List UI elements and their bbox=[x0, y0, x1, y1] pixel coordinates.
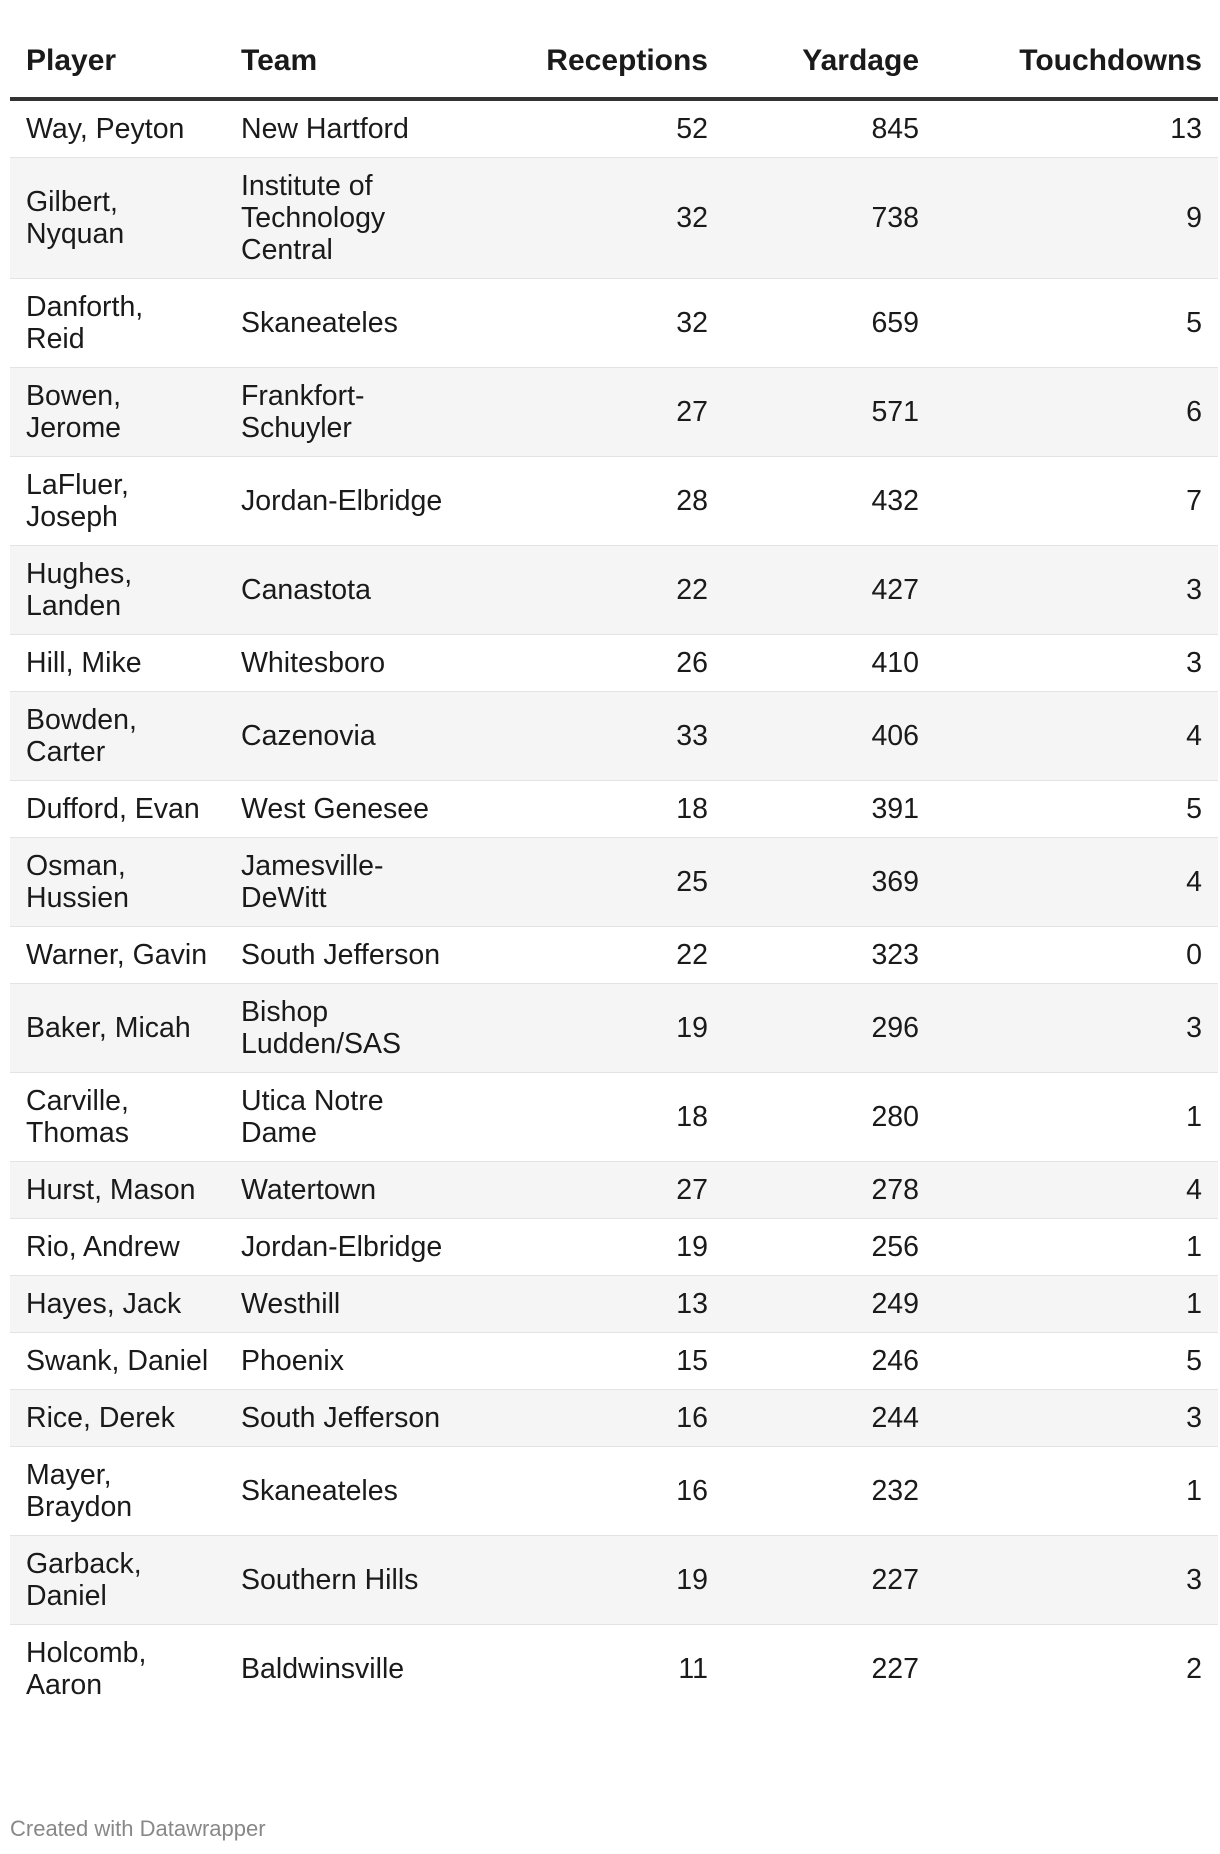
touchdowns-cell: 1 bbox=[935, 1219, 1218, 1276]
receptions-cell: 19 bbox=[475, 984, 724, 1073]
touchdowns-cell: 1 bbox=[935, 1073, 1218, 1162]
table-row bbox=[10, 1447, 1218, 1536]
player-cell: Gilbert, Nyquan bbox=[10, 158, 225, 279]
team-cell: Southern Hills bbox=[225, 1536, 475, 1625]
team-cell: Phoenix bbox=[225, 1333, 475, 1390]
yardage-cell: 427 bbox=[724, 546, 935, 635]
touchdowns-cell: 5 bbox=[935, 781, 1218, 838]
player-cell: Bowden, Carter bbox=[10, 692, 225, 781]
yardage-cell: 256 bbox=[724, 1219, 935, 1276]
player-cell: Rice, Derek bbox=[10, 1390, 225, 1447]
team-cell: Baldwinsville bbox=[241, 1653, 405, 1685]
yardage-cell: 227 bbox=[724, 1536, 935, 1625]
receptions-cell: 28 bbox=[475, 457, 724, 546]
touchdowns-cell: 0 bbox=[935, 927, 1218, 984]
touchdowns-cell: 1 bbox=[935, 1447, 1218, 1536]
team-cell: Jamesville-DeWitt bbox=[225, 838, 475, 927]
team-cell: Jordan-Elbridge bbox=[225, 1219, 475, 1276]
column-header-team[interactable]: Team bbox=[225, 25, 475, 99]
receptions-cell: 19 bbox=[475, 1219, 724, 1276]
table-header bbox=[10, 25, 1218, 99]
receptions-cell: 13 bbox=[475, 1276, 724, 1333]
receptions-cell: 22 bbox=[475, 546, 724, 635]
player-cell: Swank, Daniel bbox=[10, 1333, 225, 1390]
receptions-cell: 32 bbox=[475, 279, 724, 368]
player-cell: Baker, Micah bbox=[10, 984, 225, 1073]
yardage-cell: 406 bbox=[724, 692, 935, 781]
receptions-cell: 52 bbox=[475, 99, 724, 158]
yardage-cell: 244 bbox=[724, 1390, 935, 1447]
team-cell: Cazenovia bbox=[225, 692, 475, 781]
receptions-cell: 18 bbox=[475, 781, 724, 838]
player-cell: Danforth, Reid bbox=[10, 279, 225, 368]
player-cell: Dufford, Evan bbox=[10, 781, 225, 838]
receiving-stats-table bbox=[10, 25, 1218, 1713]
table-row bbox=[10, 279, 1218, 368]
receptions-cell: 32 bbox=[475, 158, 724, 279]
receptions-cell: 16 bbox=[475, 1390, 724, 1447]
touchdowns-cell: 6 bbox=[935, 368, 1218, 457]
team-cell: South Jefferson bbox=[225, 927, 475, 984]
yardage-cell: 246 bbox=[724, 1333, 935, 1390]
touchdowns-cell: 2 bbox=[1186, 1653, 1202, 1685]
receptions-cell: 33 bbox=[475, 692, 724, 781]
team-cell: Skaneateles bbox=[225, 279, 475, 368]
table-row bbox=[10, 692, 1218, 781]
team-cell: Westhill bbox=[225, 1276, 475, 1333]
touchdowns-cell: 4 bbox=[935, 838, 1218, 927]
receptions-cell: 18 bbox=[475, 1073, 724, 1162]
yardage-cell: 410 bbox=[724, 635, 935, 692]
table-row bbox=[10, 1073, 1218, 1162]
datawrapper-credit: Created with Datawrapper bbox=[10, 1816, 266, 1841]
team-cell: Watertown bbox=[225, 1162, 475, 1219]
receptions-cell: 22 bbox=[475, 927, 724, 984]
team-cell: Utica Notre Dame bbox=[225, 1073, 475, 1162]
player-cell: Warner, Gavin bbox=[10, 927, 225, 984]
column-header-player[interactable]: Player bbox=[10, 25, 225, 99]
touchdowns-cell: 7 bbox=[935, 457, 1218, 546]
yardage-cell: 738 bbox=[724, 158, 935, 279]
table-row bbox=[10, 927, 1218, 984]
yardage-cell: 249 bbox=[724, 1276, 935, 1333]
table-row bbox=[10, 1625, 1218, 1714]
team-cell: West Genesee bbox=[225, 781, 475, 838]
player-cell: Mayer, Braydon bbox=[10, 1447, 225, 1536]
yardage-cell: 659 bbox=[724, 279, 935, 368]
player-cell: Hurst, Mason bbox=[10, 1162, 225, 1219]
table-body bbox=[10, 99, 1218, 1713]
touchdowns-cell: 13 bbox=[935, 99, 1218, 158]
player-cell: LaFluer, Joseph bbox=[10, 457, 225, 546]
table-row bbox=[10, 781, 1218, 838]
table-row bbox=[10, 1390, 1218, 1447]
yardage-cell: 391 bbox=[724, 781, 935, 838]
team-cell: Frankfort-Schuyler bbox=[225, 368, 475, 457]
yardage-cell: 323 bbox=[724, 927, 935, 984]
player-cell: Rio, Andrew bbox=[10, 1219, 225, 1276]
column-header-touchdowns[interactable]: Touchdowns bbox=[935, 25, 1218, 99]
yardage-cell: 227 bbox=[871, 1653, 919, 1685]
table-row bbox=[10, 1276, 1218, 1333]
yardage-cell: 232 bbox=[724, 1447, 935, 1536]
player-cell: Way, Peyton bbox=[10, 99, 225, 158]
yardage-cell: 845 bbox=[724, 99, 935, 158]
touchdowns-cell: 3 bbox=[935, 1390, 1218, 1447]
touchdowns-cell: 3 bbox=[935, 635, 1218, 692]
receptions-cell: 16 bbox=[475, 1447, 724, 1536]
receptions-cell: 19 bbox=[475, 1536, 724, 1625]
table-row bbox=[10, 1162, 1218, 1219]
stats-table-container bbox=[10, 25, 1218, 1713]
player-cell: Hill, Mike bbox=[10, 635, 225, 692]
table-row bbox=[10, 546, 1218, 635]
team-cell: Whitesboro bbox=[225, 635, 475, 692]
yardage-cell: 296 bbox=[724, 984, 935, 1073]
touchdowns-cell: 5 bbox=[935, 279, 1218, 368]
team-cell: Canastota bbox=[225, 546, 475, 635]
yardage-cell: 432 bbox=[724, 457, 935, 546]
touchdowns-cell: 4 bbox=[935, 692, 1218, 781]
touchdowns-cell: 9 bbox=[935, 158, 1218, 279]
touchdowns-cell: 4 bbox=[935, 1162, 1218, 1219]
touchdowns-cell: 3 bbox=[935, 984, 1218, 1073]
team-cell: Skaneateles bbox=[225, 1447, 475, 1536]
touchdowns-cell: 3 bbox=[935, 546, 1218, 635]
table-row bbox=[10, 368, 1218, 457]
yardage-cell: 571 bbox=[724, 368, 935, 457]
table-row bbox=[10, 984, 1218, 1073]
receptions-cell: 15 bbox=[475, 1333, 724, 1390]
header-row bbox=[10, 25, 1218, 99]
receptions-cell: 11 bbox=[678, 1653, 708, 1685]
column-header-receptions[interactable]: Receptions bbox=[475, 25, 724, 99]
table-row bbox=[10, 457, 1218, 546]
table-row bbox=[10, 99, 1218, 158]
yardage-cell: 369 bbox=[724, 838, 935, 927]
team-cell: Jordan-Elbridge bbox=[225, 457, 475, 546]
team-cell: South Jefferson bbox=[225, 1390, 475, 1447]
touchdowns-cell: 1 bbox=[935, 1276, 1218, 1333]
table-row bbox=[10, 158, 1218, 279]
team-cell: Bishop Ludden/SAS bbox=[225, 984, 475, 1073]
receptions-cell: 27 bbox=[475, 368, 724, 457]
player-cell: Holcomb, Aaron bbox=[26, 1637, 147, 1701]
receptions-cell: 27 bbox=[475, 1162, 724, 1219]
yardage-cell: 280 bbox=[724, 1073, 935, 1162]
touchdowns-cell: 3 bbox=[935, 1536, 1218, 1625]
column-header-yardage[interactable]: Yardage bbox=[724, 25, 935, 99]
receptions-cell: 26 bbox=[475, 635, 724, 692]
player-cell: Hughes, Landen bbox=[10, 546, 225, 635]
team-cell: New Hartford bbox=[225, 99, 475, 158]
player-cell: Hayes, Jack bbox=[10, 1276, 225, 1333]
touchdowns-cell: 5 bbox=[935, 1333, 1218, 1390]
player-cell: Bowen, Jerome bbox=[10, 368, 225, 457]
table-row bbox=[10, 1536, 1218, 1625]
team-cell: Institute of Technology Central bbox=[225, 158, 475, 279]
player-cell: Carville, Thomas bbox=[10, 1073, 225, 1162]
table-row bbox=[10, 1219, 1218, 1276]
yardage-cell: 278 bbox=[724, 1162, 935, 1219]
table-row bbox=[10, 838, 1218, 927]
player-cell: Garback, Daniel bbox=[10, 1536, 225, 1625]
table-row bbox=[10, 1333, 1218, 1390]
receptions-cell: 25 bbox=[475, 838, 724, 927]
table-row bbox=[10, 635, 1218, 692]
player-cell: Osman, Hussien bbox=[10, 838, 225, 927]
